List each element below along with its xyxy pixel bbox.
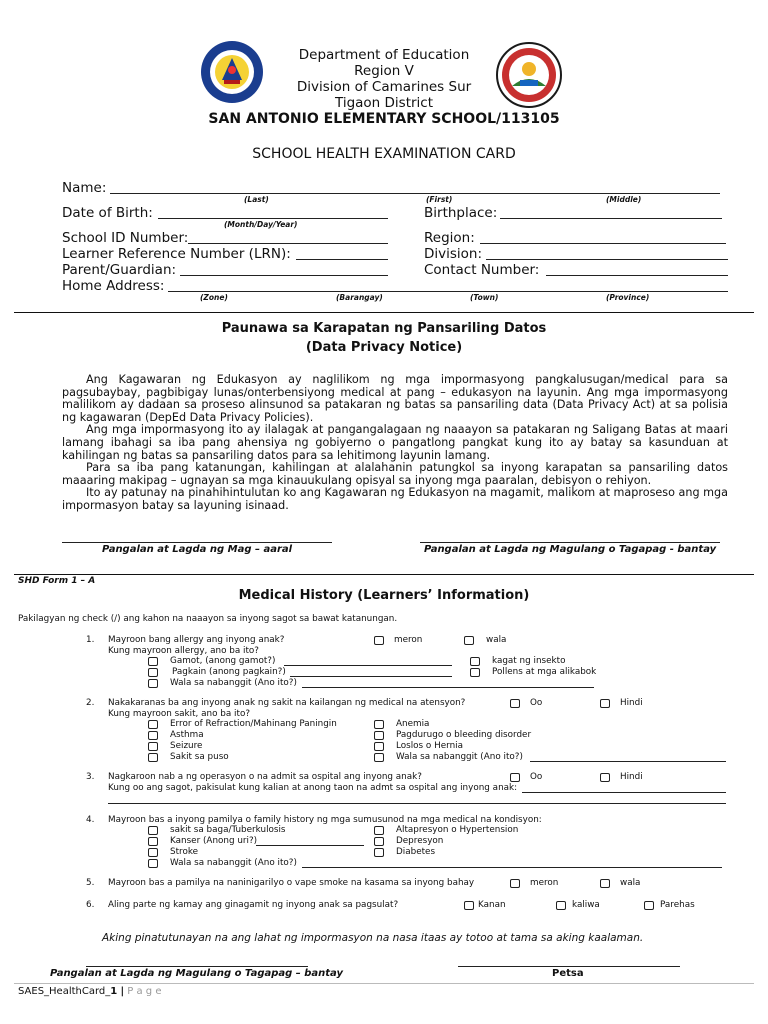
- school-id-input[interactable]: [188, 243, 388, 244]
- q4-opt6-checkbox[interactable]: [374, 837, 384, 846]
- q1-no-label: wala: [486, 635, 507, 645]
- province-caption: (Province): [606, 293, 650, 302]
- q2-opt7-checkbox[interactable]: [374, 742, 384, 751]
- contact-input[interactable]: [546, 275, 728, 276]
- region-input[interactable]: [480, 243, 726, 244]
- parent-signature-label: Pangalan at Lagda ng Magulang o Tagapag - bantay: [424, 544, 717, 555]
- q2-opt5-label: Anemia: [396, 719, 430, 729]
- q1-opt2-label: Pagkain (anong pagkain?): [172, 667, 286, 677]
- q6-both-label: Parehas: [660, 900, 695, 910]
- division-input[interactable]: [486, 259, 728, 260]
- q4-opt1-label: sakit sa baga/Tuberkulosis: [170, 825, 286, 835]
- q5-yes-checkbox[interactable]: [510, 879, 520, 888]
- lrn-input[interactable]: [296, 259, 388, 260]
- q3-number: 3.: [86, 772, 95, 782]
- contact-label: Contact Number:: [424, 262, 540, 278]
- q1-yes-checkbox[interactable]: [374, 636, 384, 645]
- q3-answer-input[interactable]: [522, 792, 726, 793]
- q2-no-checkbox[interactable]: [600, 699, 610, 708]
- last-caption: (Last): [244, 195, 269, 204]
- q5-number: 5.: [86, 878, 95, 888]
- q4-opt7-label: Diabetes: [396, 847, 436, 857]
- q4-opt4-input[interactable]: [302, 867, 722, 868]
- q4-number: 4.: [86, 815, 95, 825]
- q6-text: Aling parte ng kamay ang ginagamit ng inyong anak sa pagsulat?: [108, 900, 399, 910]
- q1-opt3-label: Wala sa nabanggit (Ano ito?): [170, 678, 297, 688]
- q2-opt8-input[interactable]: [530, 761, 726, 762]
- q2-opt6-checkbox[interactable]: [374, 731, 384, 740]
- q2-opt5-checkbox[interactable]: [374, 720, 384, 729]
- q6-left-checkbox[interactable]: [556, 901, 566, 910]
- q1-opt4-checkbox[interactable]: [470, 657, 480, 666]
- q2-opt8-label: Wala sa nabanggit (Ano ito?): [396, 752, 523, 762]
- q4-text: Mayroon bas a inyong pamilya o family history ng mga sumusunod na mga medical na kondisyon:: [108, 815, 542, 825]
- q3-yes-checkbox[interactable]: [510, 773, 520, 782]
- q3-text: Nagkaroon nab a ng operasyon o na admit sa ospital ang inyong anak?: [108, 772, 422, 782]
- division-label: Division:: [424, 246, 483, 262]
- q2-opt3-checkbox[interactable]: [148, 742, 158, 751]
- q2-opt4-checkbox[interactable]: [148, 753, 158, 762]
- q2-opt6-label: Pagdurugo o bleeding disorder: [396, 730, 532, 740]
- deped-line-4: Tigaon District: [334, 95, 434, 111]
- q3-no-label: Hindi: [620, 772, 643, 782]
- q4-opt5-checkbox[interactable]: [374, 826, 384, 835]
- q5-yes-label: meron: [530, 878, 559, 888]
- q2-opt1-checkbox[interactable]: [148, 720, 158, 729]
- q1-opt1-label: Gamot, (anong gamot?): [170, 656, 276, 666]
- q1-text: Mayroon bang allergy ang inyong anak?: [108, 635, 285, 645]
- q3-no-checkbox[interactable]: [600, 773, 610, 782]
- q1-opt2-checkbox[interactable]: [148, 668, 158, 677]
- parent-label: Parent/Guardian:: [62, 262, 177, 278]
- q5-no-checkbox[interactable]: [600, 879, 610, 888]
- parent-signature-line-2[interactable]: [86, 966, 308, 967]
- q2-opt4-label: Sakit sa puso: [170, 752, 229, 762]
- q5-text: Mayroon bas a pamilya na naninigarilyo o vape smoke na kasama sa inyong bahay: [108, 878, 475, 888]
- privacy-p3: Para sa iba pang katanungan, kahilingan at alalahanin patungkol sa inyong karapatan sa pansariling datos maaaring makipag – ugnayan sa mga kinauukulang opisyal sa inyong mga paaralan, debisyon o rehiyon.: [62, 461, 728, 487]
- attestation: Aking pinatutunayan na ang lahat ng impormasyon na nasa itaas ay totoo at tama sa aking kaalaman.: [102, 932, 644, 944]
- q1-opt1-input[interactable]: [284, 665, 452, 666]
- school-name: SAN ANTONIO ELEMENTARY SCHOOL/113105: [208, 111, 560, 127]
- school-id-label: School ID Number:: [62, 230, 189, 246]
- card-title: SCHOOL HEALTH EXAMINATION CARD: [252, 146, 516, 162]
- deped-line-1: Department of Education: [298, 47, 470, 63]
- q3-answer-input-2[interactable]: [108, 803, 726, 804]
- address-input[interactable]: [168, 291, 728, 292]
- q6-right-label: Kanan: [478, 900, 506, 910]
- privacy-p1: Ang Kagawaran ng Edukasyon ay naglilikom ng mga impormasyong pangkalusugan/medical para sa pagsubaybay, pagbibigay lunas/onterbensiyong medical at pang – edukasyon na layunin. Ang mga impormasyong malilikom ay dadaan sa proseso alinsunod sa patakaran ng batas sa pansariling data (Data Privacy Act) at sa polisia ng kagawaran (DepEd Data Privacy Policies).: [62, 373, 728, 424]
- q1-opt2-input[interactable]: [290, 676, 452, 677]
- q3-yes-label: Oo: [530, 772, 543, 782]
- q2-opt3-label: Seizure: [170, 741, 203, 751]
- q1-opt1-checkbox[interactable]: [148, 657, 158, 666]
- q4-opt1-checkbox[interactable]: [148, 826, 158, 835]
- address-label: Home Address:: [62, 278, 165, 294]
- q1-sub: Kung mayroon allergy, ano ba ito?: [108, 646, 259, 656]
- privacy-title: Paunawa sa Karapatan ng Pansariling Datos: [221, 321, 547, 336]
- footer-separator: |: [120, 986, 125, 997]
- q2-text: Nakakaranas ba ang inyong anak ng sakit na kailangan ng medical na atensyon?: [108, 698, 466, 708]
- name-input[interactable]: [110, 193, 720, 194]
- q2-opt2-label: Asthma: [170, 730, 204, 740]
- first-caption: (First): [426, 195, 453, 204]
- q2-opt2-checkbox[interactable]: [148, 731, 158, 740]
- q2-opt7-label: Loslos o Hernia: [396, 741, 463, 751]
- q4-opt3-checkbox[interactable]: [148, 848, 158, 857]
- birthplace-label: Birthplace:: [424, 205, 498, 221]
- footer: SAES_HealthCard_1 | P a g e: [18, 986, 162, 997]
- q4-opt3-label: Stroke: [170, 847, 199, 857]
- dob-label: Date of Birth:: [62, 205, 153, 221]
- student-signature-line[interactable]: [62, 542, 332, 543]
- town-caption: (Town): [470, 293, 499, 302]
- date-label: Petsa: [552, 968, 584, 979]
- divider: [14, 574, 754, 575]
- form-code: SHD Form 1 – A: [18, 576, 96, 586]
- q2-sub: Kung mayroon sakit, ano ba ito?: [108, 709, 250, 719]
- parent-signature-label-2: Pangalan at Lagda ng Magulang o Tagapag – bantay: [50, 968, 344, 979]
- privacy-subtitle: (Data Privacy Notice): [305, 340, 463, 355]
- q4-opt4-checkbox[interactable]: [148, 859, 158, 868]
- deped-line-3: Division of Camarines Sur: [296, 79, 472, 95]
- lrn-label: Learner Reference Number (LRN):: [62, 246, 291, 262]
- medical-instruction: Pakilagyan ng check (/) ang kahon na naaayon sa inyong sagot sa bawat katanungan.: [18, 614, 398, 624]
- middle-caption: (Middle): [606, 195, 642, 204]
- parent-signature-line[interactable]: [420, 542, 720, 543]
- q4-opt6-label: Depresyon: [396, 836, 444, 846]
- privacy-paragraphs: [62, 374, 728, 513]
- q1-opt3-checkbox[interactable]: [148, 679, 158, 688]
- medical-title: Medical History (Learners’ Information): [238, 588, 530, 603]
- divider: [14, 312, 754, 313]
- q4-opt2-label: Kanser (Anong uri?): [170, 836, 258, 846]
- q1-opt5-label: Pollens at mga alikabok: [492, 667, 597, 677]
- q2-opt1-label: Error of Refraction/Mahinang Paningin: [170, 719, 337, 729]
- q1-opt4-label: kagat ng insekto: [492, 656, 566, 666]
- q6-both-checkbox[interactable]: [644, 901, 654, 910]
- footer-rule: [14, 983, 754, 984]
- privacy-p4: Ito ay patunay na pinahihintulutan ko ang Kagawaran ng Edukasyon na magamit, malikom at maproseso ang mga impormasyon batay sa layuning isinaad.: [62, 486, 728, 512]
- q1-yes-label: meron: [394, 635, 423, 645]
- q3-sub: Kung oo ang sagot, pakisulat kung kalian at anong taon na admt sa ospital ang inyong anak:: [108, 783, 518, 793]
- footer-doc: SAES_HealthCard: [18, 986, 106, 997]
- q4-opt2-checkbox[interactable]: [148, 837, 158, 846]
- q1-opt5-checkbox[interactable]: [470, 668, 480, 677]
- name-label: Name:: [62, 180, 107, 196]
- dob-format-caption: (Month/Day/Year): [224, 220, 298, 229]
- q4-opt5-label: Altapresyon o Hypertension: [396, 825, 519, 835]
- q2-number: 2.: [86, 698, 95, 708]
- q1-number: 1.: [86, 635, 95, 645]
- birthplace-input[interactable]: [500, 218, 722, 219]
- q6-right-checkbox[interactable]: [464, 901, 474, 910]
- date-line[interactable]: [458, 966, 680, 967]
- zone-caption: (Zone): [200, 293, 228, 302]
- barangay-caption: (Barangay): [336, 293, 383, 302]
- footer-page-number: 1: [110, 986, 118, 997]
- q2-no-label: Hindi: [620, 698, 643, 708]
- q4-opt7-checkbox[interactable]: [374, 848, 384, 857]
- q1-opt3-input[interactable]: [302, 687, 594, 688]
- q2-yes-label: Oo: [530, 698, 543, 708]
- region-label: Region:: [424, 230, 475, 246]
- footer-page-word: P a g e: [127, 986, 162, 997]
- q4-opt2-input[interactable]: [256, 845, 364, 846]
- q5-no-label: wala: [620, 878, 641, 888]
- q4-opt4-label: Wala sa nabanggit (Ano ito?): [170, 858, 297, 868]
- parent-input[interactable]: [180, 275, 388, 276]
- q2-opt8-checkbox[interactable]: [374, 753, 384, 762]
- privacy-p2: Ang mga impormasyong ito ay ilalagak at pangangalagaan ng naaayon sa patakaran ng Saligang Batas at maari lamang ibahagi sa iba pang ahensiya ng gobiyerno o pangatlong pangkat kung ito ay batay sa kasunduan at kahilingan ng batas sa pansariling datos para sa lehitimong layunin lamang.: [62, 423, 728, 462]
- dob-input[interactable]: [158, 218, 388, 219]
- q2-yes-checkbox[interactable]: [510, 699, 520, 708]
- q6-number: 6.: [86, 900, 95, 910]
- student-signature-label: Pangalan at Lagda ng Mag – aaral: [102, 544, 293, 555]
- q1-no-checkbox[interactable]: [464, 636, 474, 645]
- deped-line-2: Region V: [354, 63, 414, 79]
- q6-left-label: kaliwa: [572, 900, 600, 910]
